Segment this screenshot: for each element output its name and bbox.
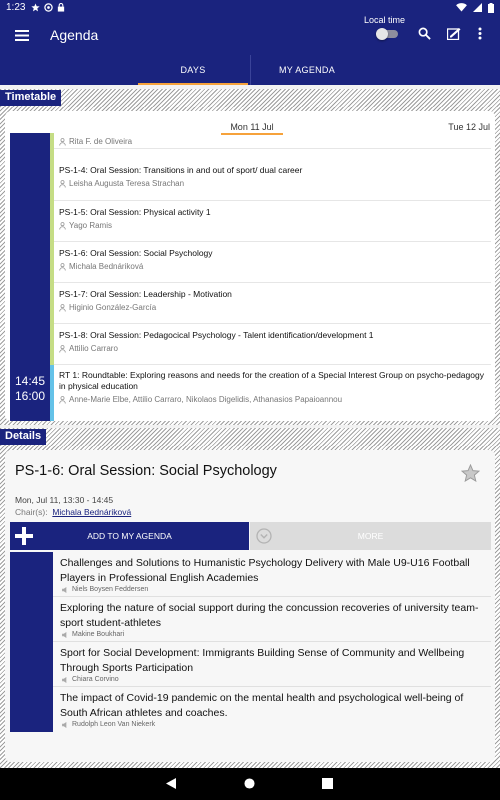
session-people: Attilio Carraro <box>69 344 118 353</box>
vpn-icon <box>44 3 53 12</box>
presentation-author: Makine Boukhari <box>72 631 125 638</box>
system-nav-bar <box>0 768 500 800</box>
speaker-icon <box>62 587 69 593</box>
more-vert-icon[interactable] <box>478 27 482 40</box>
plus-icon <box>15 527 33 545</box>
wifi-icon <box>456 3 467 12</box>
person-icon <box>59 345 66 353</box>
session-title: RT 1: Roundtable: Exploring reasons and needs for the creation of a Special Interest Group on psycho-pedagogy in physical education <box>59 370 484 391</box>
search-icon[interactable] <box>418 27 431 40</box>
menu-icon <box>15 30 29 41</box>
presentation-item[interactable] <box>10 597 491 642</box>
person-icon <box>59 396 66 404</box>
presentation-author: Rudolph Leon Van Niekerk <box>72 721 156 728</box>
status-time: 1:23 <box>6 2 26 13</box>
person-icon <box>59 304 66 312</box>
tab-bar <box>0 55 500 85</box>
star-icon <box>31 3 40 12</box>
tab-days[interactable]: DAYS <box>138 55 248 85</box>
add-to-agenda-button[interactable] <box>10 522 249 550</box>
local-time-label: Local time <box>364 15 406 25</box>
chairs-label: Chair(s): <box>15 507 48 517</box>
timetable-section-bar <box>0 89 500 107</box>
details-section-bar <box>0 428 500 446</box>
favorite-star-icon[interactable] <box>461 464 480 482</box>
day-tab-tue[interactable]: Tue 12 Jul <box>448 122 490 132</box>
presentation-item[interactable] <box>10 552 491 597</box>
presentation-marker <box>10 687 53 732</box>
battery-icon <box>488 3 494 13</box>
presentation-title: The impact of Covid-19 pandemic on the mental health and psychological well-being of South African athletes and coaches. <box>60 692 464 719</box>
session-meta <box>15 494 131 518</box>
presentation-title: Sport for Social Development: Immigrants Building Sense of Community and Wellbeing Through Sports Participation <box>60 647 465 674</box>
edit-note-icon[interactable] <box>447 27 461 40</box>
presentation-item[interactable] <box>10 642 491 687</box>
add-to-agenda-label: ADD TO MY AGENDA <box>87 531 172 541</box>
session-row-roundtable[interactable] <box>54 365 491 421</box>
recents-icon[interactable] <box>322 778 333 789</box>
details-panel <box>5 450 495 762</box>
local-time-toggle[interactable] <box>376 28 398 40</box>
session-people: Michala Bednáriková <box>69 262 144 271</box>
timetable-panel <box>5 111 495 421</box>
session-row[interactable] <box>54 201 491 242</box>
presentation-author: Niels Boysen Feddersen <box>72 586 149 593</box>
session-row[interactable] <box>54 242 491 283</box>
lock-icon <box>57 3 65 12</box>
presentation-item[interactable] <box>10 687 491 732</box>
person-icon <box>59 180 66 188</box>
session-title: PS-1-6: Oral Session: Social Psychology <box>59 248 213 258</box>
chair-link[interactable]: Michala Bednáriková <box>52 507 132 517</box>
session-title: PS-1-7: Oral Session: Leadership - Motivation <box>59 289 232 299</box>
person-icon <box>59 222 66 230</box>
session-title: PS-1-4: Oral Session: Transitions in and out of sport/ dual career <box>59 165 303 175</box>
cellular-icon <box>473 3 482 12</box>
menu-button[interactable] <box>0 30 44 41</box>
tab-my-agenda[interactable]: MY AGENDA <box>278 65 336 75</box>
session-row[interactable] <box>54 160 491 201</box>
page-title: Agenda <box>50 27 99 43</box>
expand-more-icon <box>256 528 272 544</box>
session-title: PS-1-8: Oral Session: Pedagocical Psychology - Talent identification/development 1 <box>59 330 374 340</box>
session-row[interactable] <box>54 324 491 365</box>
status-bar <box>0 0 500 15</box>
session-row[interactable] <box>54 283 491 324</box>
time-start: 14:45 <box>14 374 46 388</box>
person-icon <box>59 138 66 146</box>
time-end: 16:00 <box>14 389 46 403</box>
tab-divider <box>250 55 251 85</box>
speaker-icon <box>62 677 69 683</box>
time-block <box>10 133 50 421</box>
session-detail-title: PS-1-6: Oral Session: Social Psychology <box>15 463 277 479</box>
session-people: Rita F. de Oliveira <box>69 137 133 146</box>
more-button[interactable] <box>250 522 491 550</box>
presentation-author: Chiara Corvino <box>72 676 119 683</box>
home-icon[interactable] <box>244 778 255 789</box>
session-row-partial[interactable] <box>54 133 491 149</box>
presentation-marker <box>10 642 53 687</box>
session-title: PS-1-5: Oral Session: Physical activity 1 <box>59 207 211 217</box>
app-bar <box>0 15 500 55</box>
session-people: Leisha Augusta Teresa Strachan <box>69 179 185 188</box>
presentation-title: Exploring the nature of social support during the concussion recoveries of university team-sport student-athletes <box>60 602 479 629</box>
session-people: Higinio González-García <box>69 303 157 312</box>
timetable-section-label: Timetable <box>0 90 61 106</box>
presentation-title: Challenges and Solutions to Humanistic Psychology Delivery with Male U9-U16 Football Players in Professional English Academies <box>60 557 470 584</box>
toggle-knob <box>376 28 388 40</box>
day-selector <box>5 111 495 133</box>
presentation-marker <box>10 552 53 597</box>
more-label: MORE <box>357 531 384 541</box>
details-section-label: Details <box>0 429 46 445</box>
session-datetime: Mon, Jul 11, 13:30 - 14:45 <box>15 495 114 505</box>
action-buttons <box>10 522 491 550</box>
back-icon[interactable] <box>165 777 177 790</box>
day-tab-mon[interactable]: Mon 11 Jul <box>221 122 283 132</box>
presentation-marker <box>10 597 53 642</box>
session-people: Yago Ramis <box>69 221 112 230</box>
session-people: Anne-Marie Elbe, Attilio Carraro, Nikolaos Digelidis, Athanasios Papaioannou <box>69 395 343 404</box>
timetable-body <box>5 133 495 421</box>
speaker-icon <box>62 722 69 728</box>
person-icon <box>59 263 66 271</box>
speaker-icon <box>62 632 69 638</box>
